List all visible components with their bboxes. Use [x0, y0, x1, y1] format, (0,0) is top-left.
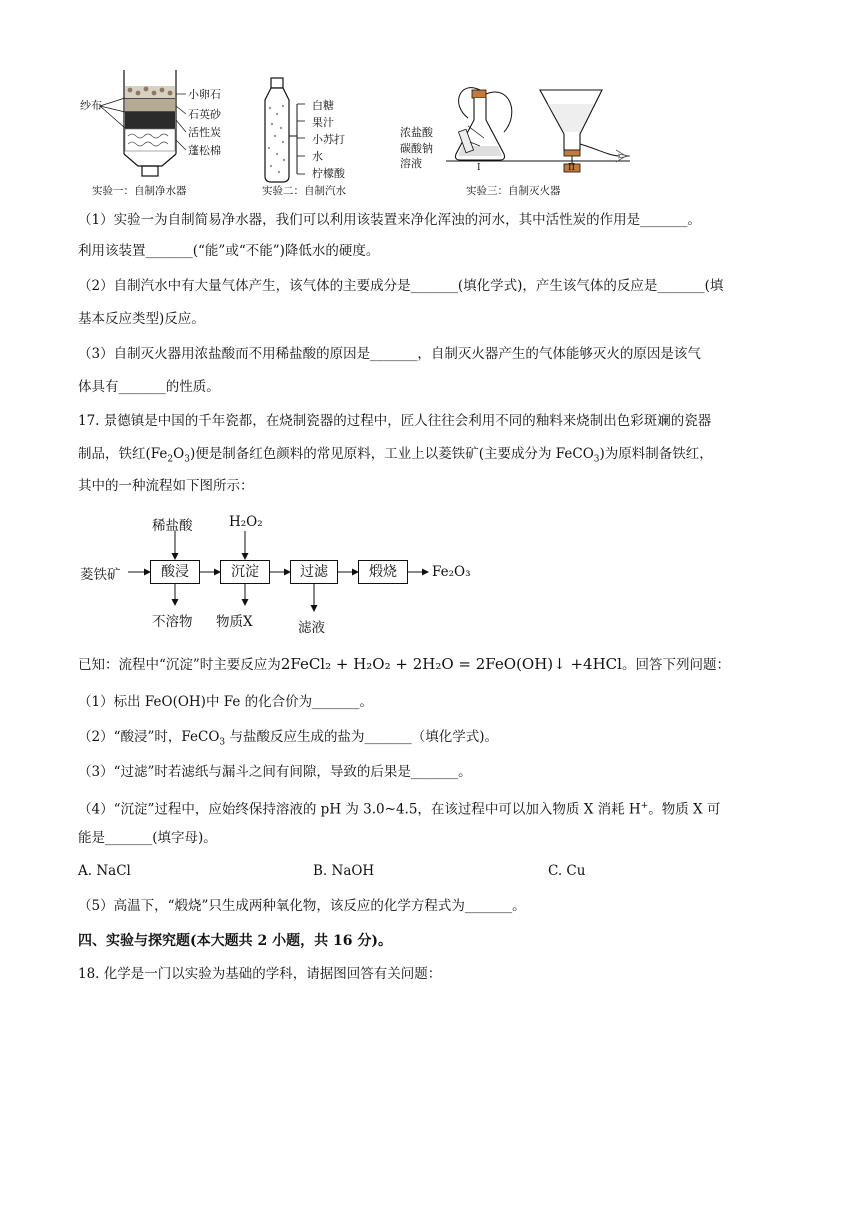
q17-option-c: C. Cu	[548, 863, 586, 879]
q17-intro-line1: 17. 景德镇是中国的千年瓷都，在烧制瓷器的过程中，匠人往往会利用不同的釉料来烧制出色彩斑斓的瓷器	[78, 413, 712, 429]
flow-output-insoluble: 不溶物	[152, 614, 193, 630]
q16-part2-line1: （2）自制汽水中有大量气体产生，该气体的主要成分是_______(填化学式)，产生该气体的反应是_______(填	[78, 278, 724, 294]
exp1-caption: 实验一：自制净水器	[92, 185, 187, 197]
q16-part1-line1: （1）实验一为自制简易净水器，我们可以利用该装置来净化浑浊的河水，其中活性炭的作用是_______。	[78, 212, 701, 228]
mark-i: I	[477, 163, 481, 173]
baking-soda-label: 小苏打	[312, 133, 345, 146]
q17-intro-line3: 其中的一种流程如下图所示：	[78, 478, 254, 494]
q17-known-reaction: 已知：流程中“沉淀”时主要反应为2FeCl₂ + H₂O₂ + 2H₂O = 2FeO(OH)↓ +4HCl。回答下列问题：	[78, 655, 730, 673]
flow-output-filtrate: 滤液	[298, 620, 325, 636]
flow-product-fe2o3: Fe₂O₃	[432, 564, 471, 580]
flow-step-precipitate: 沉淀	[220, 560, 270, 584]
section-4-heading: 四、实验与探究题(本大题共 2 小题，共 16 分)。	[78, 933, 392, 949]
q16-part1-line2: 利用该装置_______(“能”或“不能”)降低水的硬度。	[78, 243, 380, 259]
q17-sub4-line1: （4）“沉淀”过程中，应始终保持溶液的 pH 为 3.0~4.5，在该过程中可以加入物质 X 消耗 H+。物质 X 可	[78, 801, 721, 818]
water-purifier-diagram	[78, 66, 258, 192]
mark-ii: II	[568, 163, 576, 173]
fire-extinguisher-diagram	[440, 84, 640, 182]
q17-sub5: （5）高温下，“煅烧”只生成两种氧化物，该反应的化学方程式为_______。	[78, 898, 526, 914]
q16-part2-line2: 基本反应类型)反应。	[78, 311, 205, 327]
flow-step-calcine: 煅烧	[358, 560, 408, 584]
conc-hcl-label: 浓盐酸	[400, 126, 433, 139]
flow-start-siderite: 菱铁矿	[80, 567, 121, 583]
cotton-label: 蓬松棉	[188, 144, 221, 157]
reaction-equation: 2FeCl₂ + H₂O₂ + 2H₂O = 2FeO(OH)↓ +4HCl	[280, 655, 622, 673]
citric-acid-label: 柠檬酸	[312, 167, 345, 180]
q18-stem: 18. 化学是一门以实验为基础的学科，请据图回答有关问题：	[78, 966, 442, 982]
pebble-label: 小卵石	[188, 88, 221, 101]
exp2-caption: 实验二：自制汽水	[262, 185, 346, 197]
q17-sub1: （1）标出 FeO(OH)中 Fe 的化合价为_______。	[78, 694, 373, 710]
water-label: 水	[312, 150, 323, 163]
q17-option-b: B. NaOH	[313, 863, 375, 879]
flow-step-filter: 过滤	[290, 560, 338, 584]
q17-sub4-line2: 能是_______(填字母)。	[78, 830, 217, 846]
flow-step-acid-leach: 酸浸	[150, 560, 200, 584]
solution-label: 溶液	[400, 157, 422, 170]
quartz-sand-label: 石英砂	[188, 108, 221, 121]
sugar-label: 白糖	[312, 99, 334, 112]
flow-output-substance-x: 物质X	[216, 614, 253, 630]
q17-sub3: （3）“过滤”时若滤纸与漏斗之间有间隙，导致的后果是_______。	[78, 764, 472, 780]
exp3-caption: 实验三：自制灭火器	[466, 185, 561, 197]
activated-carbon-label: 活性炭	[188, 126, 221, 139]
sodium-carbonate-label: 碳酸钠	[400, 142, 433, 155]
q16-part3-line1: （3）自制灭火器用浓盐酸而不用稀盐酸的原因是_______，自制灭火器产生的气体能够灭火的原因是该气	[78, 346, 701, 362]
gauze-label: 纱布	[80, 99, 102, 112]
q17-option-a: A. NaCl	[78, 863, 131, 879]
juice-label: 果汁	[312, 116, 334, 129]
q17-intro-line2: 制品，铁红$(Fe_2O_3)$便是制备红色颜料的常见原料，工业上以菱铁矿(主要成分为 FeCO$_3$)为原料制备铁红，	[78, 446, 713, 465]
q17-sub2: （2）“酸浸”时，FeCO$_3$ 与盐酸反应生成的盐为_______（填化学式)。	[78, 729, 498, 748]
flow-input-h2o2: H₂O₂	[229, 514, 263, 530]
q16-part3-line2: 体具有_______的性质。	[78, 379, 220, 395]
flow-input-dilute-hcl: 稀盐酸	[152, 518, 193, 534]
